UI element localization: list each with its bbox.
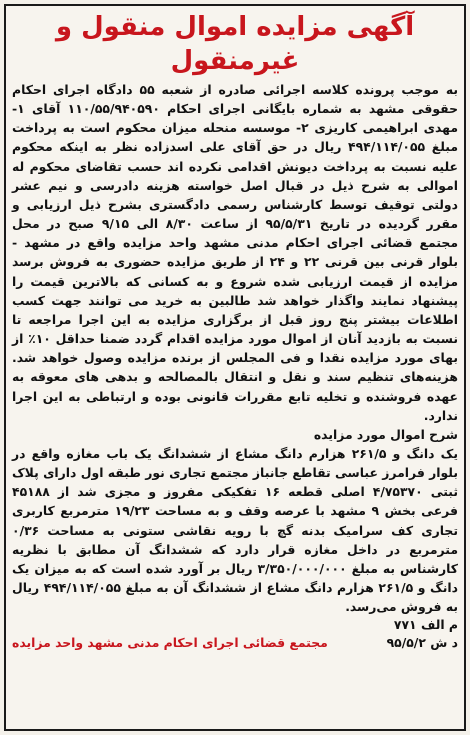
notice-title: آگهی مزایده اموال منقول و غیرمنقول bbox=[55, 12, 415, 76]
assets-description: یک دانگ و ۲۶۱/۵ هزارم دانگ مشاع از ششدانگ یک باب مغازه واقع در بلوار فرامرز عباسی تقاطع جانباز مجتمع تجاری نور طبقه اول دارای پلاک ثبتی ۴/۷۵۳۷۰ اصلی قطعه ۱۶ تفکیکی مفروز و مجزی شد از ۴۵۱۸۸ فرعی بخش ۹ مشهد با عرصه وقف و به مساحت ۱۹/۲۳ مترمربع کاربری تجاری کف سرامیک بدنه گچ با رویه نقاشی ستونی به مساحت ۰/۳۶ مترمربع در داخل مغازه قرار دارد که ششدانگ آن مطابق با نظریه کارشناس به مبلغ ۳/۳۵۰/۰۰۰/۰۰۰ ریال بر آورد شده است که به میزان یک دانگ و ۲۶۱/۵ هزارم دانگ مشاع از ششدانگ آن به مبلغ ۴۹۴/۱۱۴/۰۵۵ ریال به فروش می‌رسد. bbox=[12, 445, 459, 615]
reference-date: د ش ۹۵/۵/۲ bbox=[386, 635, 458, 651]
reference-code: م الف ۷۷۱ bbox=[393, 617, 458, 633]
notice-footer bbox=[12, 634, 458, 652]
notice-paragraph-main: به موجب پرونده کلاسه اجرائی صادره از شعبه ۵۵ دادگاه اجرای احکام حقوقی مشهد به شماره بایگانی اجرای احکام ۱۱۰/۵۵/۹۴۰۵۹۰ آقای ۱- مهدی ابراهیمی کاریزی ۲- موسسه منحله میزان محکوم است به پرداخت مبلغ ۴۹۴/۱۱۴/۰۵۵ ریال در حق آقای علی اسدزاده نظر به اینکه محکوم علیه نسبت به پرداخت دیونش اقدامی نکرده اند حسب تقاضای محکوم له اموالی به شرح ذیل در قبال اصل خواسته هزینه دادرسی و نیم عشر دولتی توقیف توسط کارشناس رسمی دادگستری بشرح ذیل ارزیابی و مقرر گردیده در تاریخ ۹۵/۵/۳۱ از ساعت ۸/۳۰ الی ۹/۱۵ صبح در محل مجتمع قضائی اجرای احکام مدنی مشهد واحد مزایده واقع در مشهد - بلوار قرنی بین قرنی ۲۲ و ۲۴ از طریق مزایده حضوری به فروش برسد مزایده از قیمت ارزیابی شده شروع و به کسانی که بالاترین قیمت را پیشنهاد نمایند واگذار خواهد شد طالبین به خرید می توانند جهت کسب اطلاعات بیشتر پنج روز قبل از برگزاری مزایده به این اجرا مراجعه تا نسبت به بازدید آنان از اموال مورد مزایده اقدام گردد ضمنا حداقل ۱۰٪ از بهای مورد مزایده نقدا و فی المجلس از برنده مزایده وصول خواهد شد. هزینه‌های تنظیم سند و نقل و انتقال بالمصالحه و بدهی های معوقه به عهده فروشنده و تخلیه تابع مقررات قانونی بوده و ارتباطی به این اجرا ندارد. bbox=[12, 82, 459, 423]
assets-heading: شرح اموال مورد مزایده bbox=[313, 426, 458, 442]
issuer-signature: مجتمع قضائی اجرای احکام مدنی مشهد واحد مزایده bbox=[12, 635, 328, 651]
notice-frame bbox=[4, 4, 466, 731]
